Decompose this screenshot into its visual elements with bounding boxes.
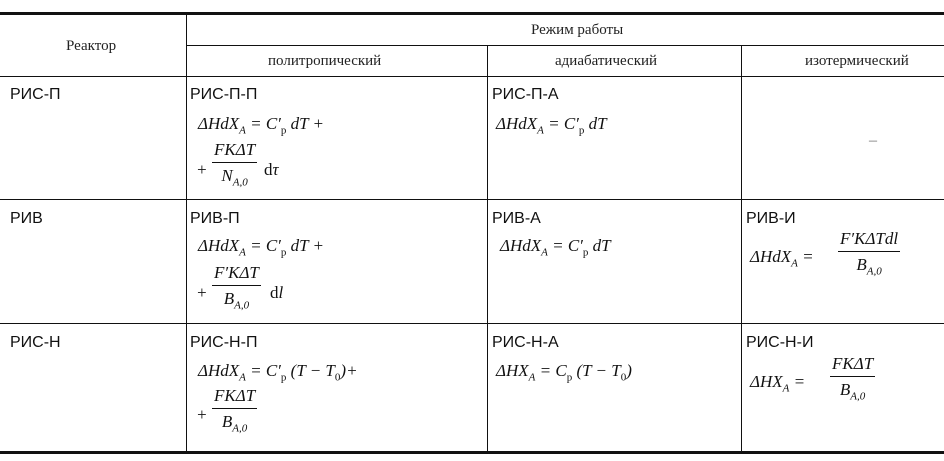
equation-tail: dτ <box>264 160 279 179</box>
equation: $\Delta HdX_A = C'_p$ dT + <box>198 114 325 137</box>
bottom-rule <box>0 451 944 454</box>
fraction: F′KΔT $B_{A,0}$ <box>214 263 259 312</box>
cell-code: РИВ-И <box>746 210 796 227</box>
equation-plus: + <box>196 160 208 179</box>
fraction: FKΔT $B_{A,0}$ <box>832 354 874 403</box>
equation: $\Delta HdX_A = C'_p$ dT + <box>198 236 325 259</box>
header-bottom-rule <box>0 76 944 77</box>
equation: $\Delta HX_A = C_p$ $(T - T_0)$ <box>496 361 632 384</box>
row-name: РИС-П <box>10 86 61 103</box>
col-divider-2 <box>487 45 488 451</box>
header-polytropic: политропический <box>268 53 382 69</box>
equation: $\Delta HdX_A = C'_p$ dT <box>496 114 607 137</box>
header-mode: Режим работы <box>531 22 624 38</box>
col-divider-3 <box>741 45 742 451</box>
fraction: FKΔT $B_{A,0}$ <box>214 386 256 435</box>
equation-tail: dl <box>270 283 284 302</box>
cell-code: РИС-Н-И <box>746 334 814 351</box>
row1-bottom-rule <box>0 199 944 200</box>
equation: $\Delta HdX_A = C'_p$ dT <box>500 236 611 259</box>
row2-bottom-rule <box>0 323 944 324</box>
equation: $\Delta HdX_A = C'_p$ $(T - T_0)+$ <box>198 361 358 384</box>
row-name: РИС-Н <box>10 334 61 351</box>
equation-lhs: $\Delta HX_A$ = <box>750 372 806 395</box>
fraction: F′KΔTdl $B_{A,0}$ <box>840 229 899 278</box>
header-isothermal: изотермический <box>805 53 909 69</box>
cell-code: РИВ-А <box>492 210 541 227</box>
top-rule <box>0 12 944 15</box>
equation-plus: + <box>196 283 208 302</box>
empty-cell-dash: – <box>869 132 877 149</box>
header-adiabatic: адиабатический <box>555 53 658 69</box>
equation-plus: + <box>196 405 208 424</box>
equation-lhs: ΔHdX$_A$ = <box>750 247 814 270</box>
cell-code: РИС-Н-П <box>190 334 258 351</box>
mode-underline <box>186 45 944 46</box>
cell-code: РИС-П-А <box>492 86 559 103</box>
fraction: FKΔT $N_{A,0}$ <box>214 140 256 189</box>
cell-code: РИС-П-П <box>190 86 258 103</box>
cell-code: РИВ-П <box>190 210 240 227</box>
cell-code: РИС-Н-А <box>492 334 559 351</box>
row-name: РИВ <box>10 210 43 227</box>
col-divider-1 <box>186 15 187 451</box>
header-reactor: Реактор <box>66 38 117 54</box>
